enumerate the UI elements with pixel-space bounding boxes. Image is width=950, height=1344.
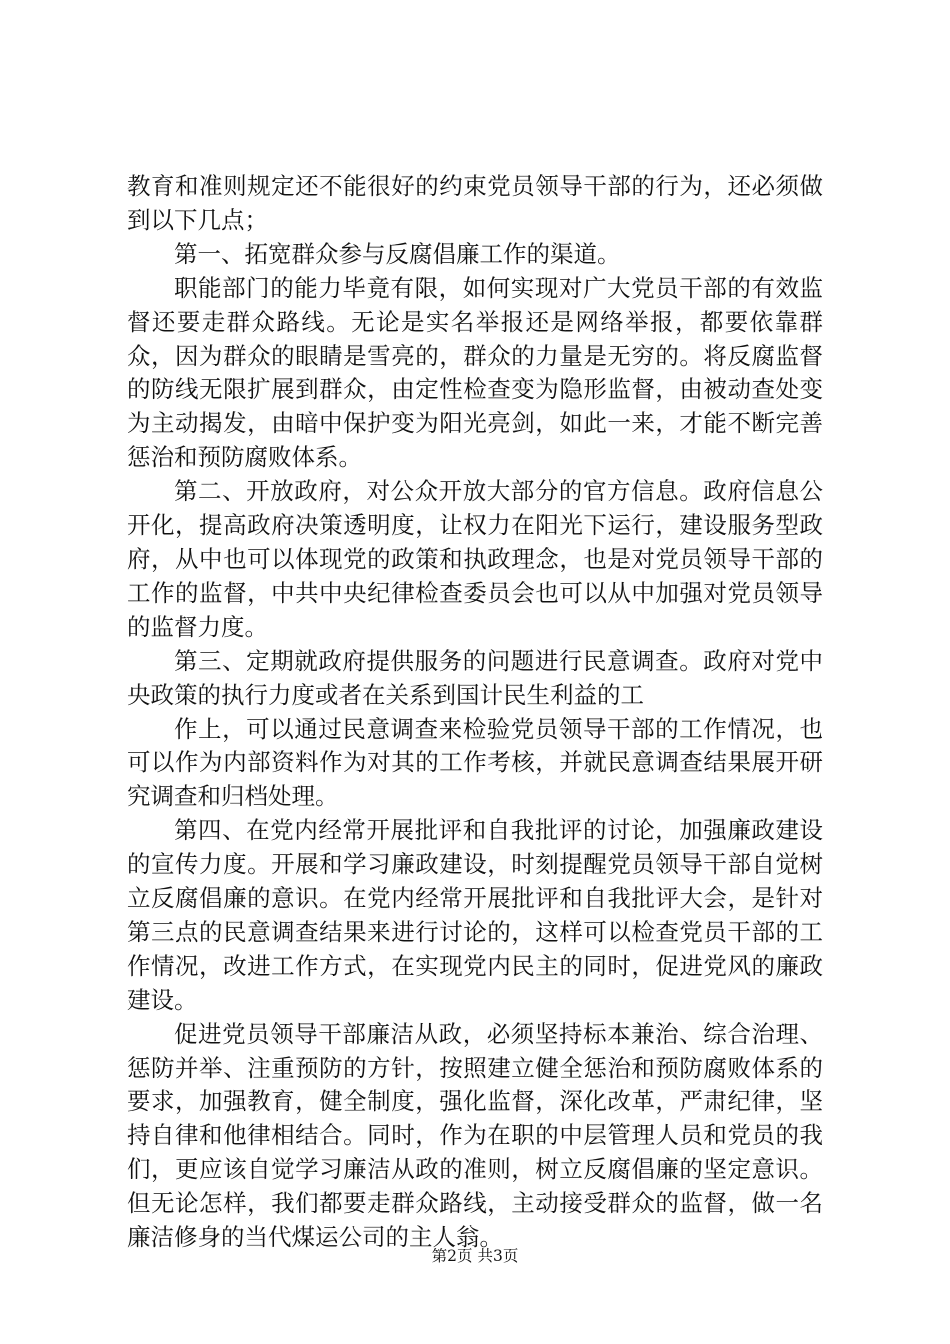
paragraph-6: 作上，可以通过民意调查来检验党员领导干部的工作情况，也可以作为内部资料作为对其的工作考核，并就民意调查结果展开研究调查和归档处理。	[127, 714, 823, 811]
paragraph-4: 第二、开放政府，对公众开放大部分的官方信息。政府信息公开化，提高政府决策透明度，让权力在阳光下运行，建设服务型政府，从中也可以体现党的政策和执政理念，也是对党员领导干部的工作的监督，中共中央纪律检查委员会也可以从中加强对党员领导的监督力度。	[127, 477, 823, 641]
paragraph-8: 促进党员领导干部廉洁从政，必须坚持标本兼治、综合治理、惩防并举、注重预防的方针，按照建立健全惩治和预防腐败体系的要求，加强教育，健全制度，强化监督，深化改革，严肃纪律，坚持自律和他律相结合。同时，作为在职的中层管理人员和党员的我们，更应该自觉学习廉洁从政的准则，树立反腐倡廉的坚定意识。但无论怎样，我们都要走群众路线，主动接受群众的监督，做一名廉洁修身的当代煤运公司的主人翁。	[127, 1019, 823, 1252]
paragraph-5: 第三、定期就政府提供服务的问题进行民意调查。政府对党中央政策的执行力度或者在关系到国计民生利益的工	[127, 646, 823, 709]
paragraph-2: 第一、拓宽群众参与反腐倡廉工作的渠道。	[174, 239, 621, 268]
page-number-footer: 第2页 共3页	[431, 1247, 519, 1265]
document-body	[127, 170, 823, 1255]
paragraph-3: 职能部门的能力毕竟有限，如何实现对广大党员干部的有效监督还要走群众路线。无论是实名举报还是网络举报，都要依靠群众，因为群众的眼睛是雪亮的，群众的力量是无穷的。将反腐监督的防线无限扩展到群众，由定性检查变为隐形监督，由被动查处变为主动揭发，由暗中保护变为阳光亮剑，如此一来，才能不断完善惩治和预防腐败体系。	[127, 273, 823, 472]
paragraph-7: 第四、在党内经常开展批评和自我批评的讨论，加强廉政建设的宣传力度。开展和学习廉政建设，时刻提醒党员领导干部自觉树立反腐倡廉的意识。在党内经常开展批评和自我批评大会，是针对第三点的民意调查结果来进行讨论的，这样可以检查党员干部的工作情况，改进工作方式，在实现党内民主的同时，促进党风的廉政建设。	[127, 816, 823, 1014]
paragraph-1: 教育和准则规定还不能很好的约束党员领导干部的行为，还必须做到以下几点；	[127, 172, 823, 234]
